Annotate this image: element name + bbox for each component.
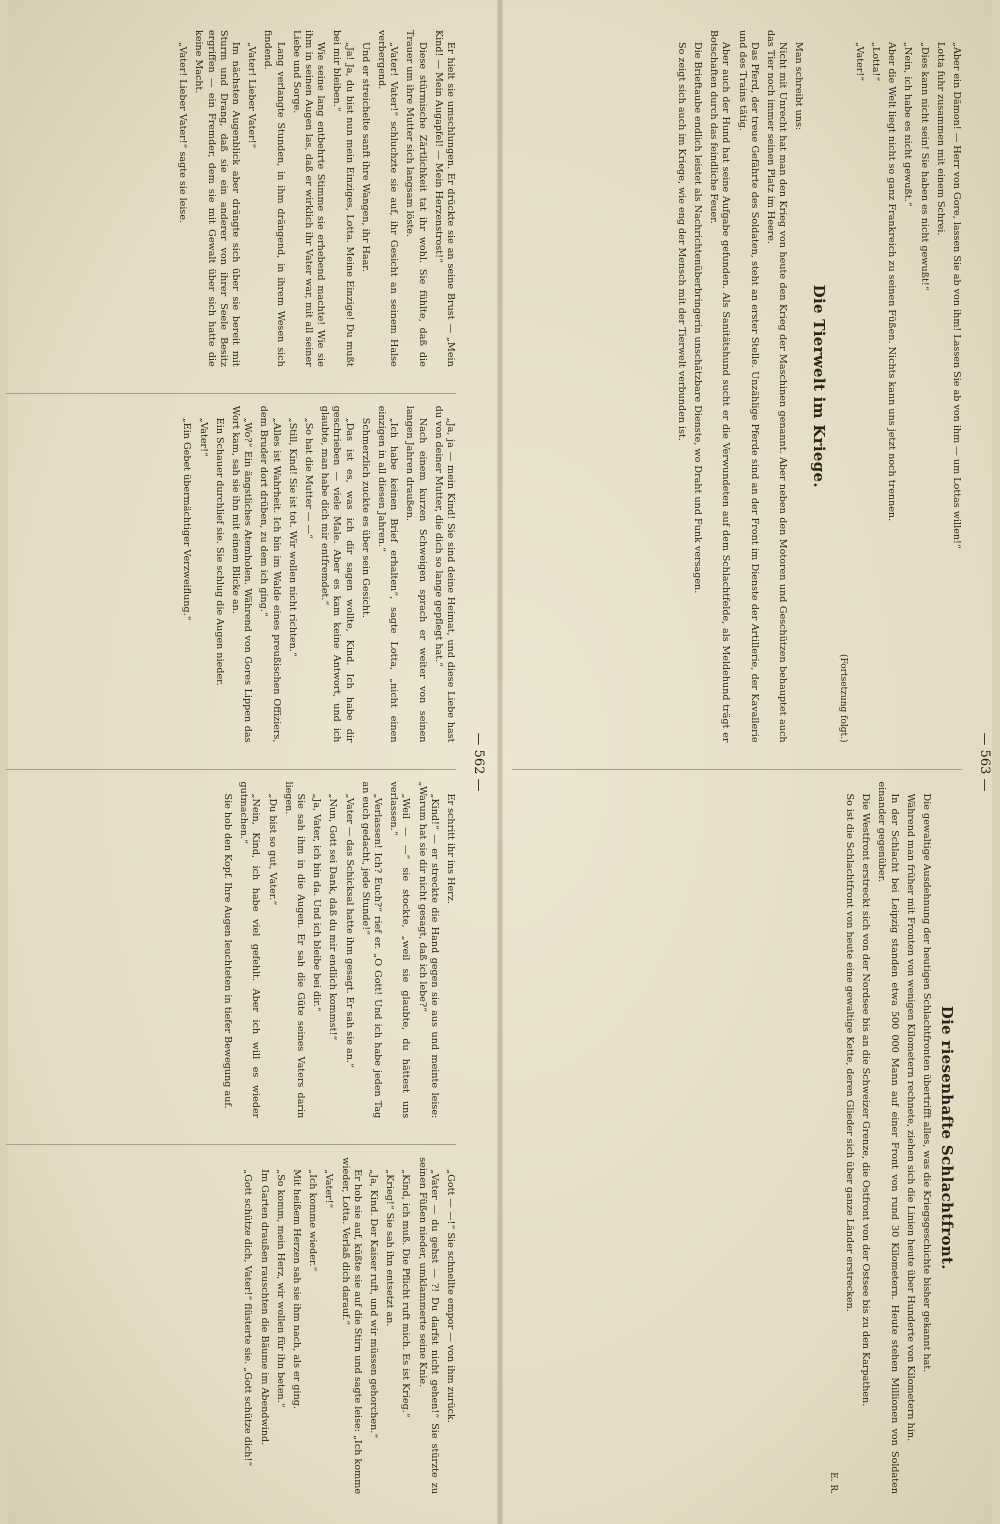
paragraph: Aber auch der Hund hat seine Aufgabe gefunden. Als Sanitätshund sucht er die Verwundeten auf dem Schlachtfelde, als Meldehund trägt er Botschaften durch das feindliche Feuer.	[708, 30, 732, 743]
right-page	[512, 30, 992, 1494]
paragraph: „Aber ein Dämon! — Herr von Gore, lassen Sie ab von ihm! Lassen Sie ab von ihm — um Lottas willen!“	[951, 42, 962, 549]
paragraph: „Nein, ich habe es nicht gewußt.“	[902, 42, 914, 207]
page-number: — 562 —	[471, 732, 486, 792]
paragraph: „Kind!“ — er streckte die Hand gegen sie aus und meinte leise: „Warum hat sie dir nicht gesagt, daß ich lebe?“	[416, 781, 440, 1119]
paragraph: Sie hob den Kopf. Ihre Augen leuchteten in tiefer Bewegung auf.	[221, 793, 233, 1109]
continued-note: (Fortsetzung folgt.)	[837, 654, 848, 743]
paragraph: Schmerzlich zuckte es über sein Gesicht.	[359, 417, 371, 619]
paragraph: „Ich komme wieder.“	[307, 1169, 319, 1272]
paragraph: „Weil — —“ sie stockte, „weil sie glaubte, du hättest uns verlassen.“	[388, 781, 412, 1119]
paragraph: Ein Schauer durchlief sie. Sie schlug die Augen nieder.	[213, 417, 225, 686]
paragraph: „Dies kann nicht sein! Sie haben es nicht gewußt!“	[918, 42, 930, 291]
paragraph: „Wo?“ Ein ängstliches Atemholen. Während von Gores Lippen das Wort kam, sah sie ihn mit einem Blicke an.	[229, 405, 254, 743]
paragraph: „So komm, mein Herz, wir wollen für ihn beten.“	[274, 1169, 286, 1408]
paragraph: In der Schlacht bei Leipzig standen etwa 500 000 Mann auf einer Front von rund 30 Kilometern. Heute stehen Millionen von Soldaten einander gegenüber.	[876, 781, 900, 1494]
paragraph: „Alles ist Wahrheit. Ich bin im Walde eines preußischen Offiziers, dem Bruder dort drüben, zu dem ich ging.“	[258, 405, 282, 743]
paragraph: Im nächsten Augenblick aber drängte sich über sie bereit mit Sturm und Drang, daß sie ein anderer von ihrer Seele Besitz ergriffen — ein Fremder, dem sie mit Gewalt über sich hatte die keine Macht.	[193, 30, 241, 367]
paragraph: Nach einem kurzen Schweigen sprach er weiter von seinen langen Jahren draußen.	[404, 405, 428, 743]
paragraph: „Ja, ja — mein Kind! Sie sind deine Heimat, und diese Liebe hast du von deiner Mutter, die dich so lange gepflegt hat.“	[432, 405, 456, 743]
column-2	[512, 769, 962, 1495]
paragraph: „Lotta!“	[869, 42, 881, 82]
paragraph: „Ein Gebet übermächtiger Verzweiflung.“	[181, 417, 193, 621]
paragraph: „So hat die Mutter — —“	[302, 417, 314, 540]
column-1	[512, 30, 962, 743]
paragraph: „Vater! Vater!“ schluchzte sie auf, ihr Gesicht an seinem Halse verbergend.	[375, 30, 400, 367]
paragraph: „Du bist so gut, Vater.“	[266, 793, 278, 906]
left-page-lower	[6, 30, 486, 1494]
paragraph: Im Garten draußen rauschten die Bäume im Abendwind.	[258, 1169, 270, 1446]
paragraph: Nicht mit Unrecht hat man den Krieg von heute den Krieg der Maschinen genannt. Aber neben den Motoren und Geschützen behauptet auch das Tier noch immer seinen Platz im Heere.	[764, 30, 789, 743]
paragraph: So ist die Schlachtfront von heute eine gewaltige Kette, deren Glieder sich über ganze Länder erstrecken.	[843, 793, 855, 1312]
paragraph: „Nein, Kind, ich habe viel gefehlt. Aber ich will es wieder gutmachen.“	[238, 781, 262, 1119]
paragraph: „Krieg!“ Sie sah ihn entsetzt an.	[384, 1169, 396, 1327]
paragraph: „Ja, Vater, ich bin da. Und ich bleibe bei dir.“	[311, 793, 323, 1012]
paragraph: Aber die Welt liegt nicht so ganz Frankreich zu seinen Füßen. Nichts kann uns jetzt noch trennen.	[886, 42, 898, 522]
paragraph: „Gott schütze dich, Vater!“ flüsterte sie. „Gott schütze dich!“	[242, 1169, 254, 1467]
paragraph: „Verlassen! Ich? Euch?“ rief er. „O Gott! Und ich habe jeden Tag an euch gedacht, jede Stunde!“	[359, 781, 383, 1119]
paragraph: „Vater! Lieber Vater!“	[246, 42, 258, 149]
article-title: Die riesenhafte Schlachtfront.	[938, 1005, 956, 1270]
paragraph: „Vater!“	[323, 1169, 335, 1209]
paragraph: „Gott — —!“ Sie schnellte empor — von ihm zurück.	[445, 1169, 456, 1423]
paragraph: „Ich habe keinen Brief erhalten“, sagte Lotta, „nicht einen einzigen in all diesen Jahren.“	[375, 405, 400, 743]
paragraph: So zeigt sich auch im Kriege, wie eng der Mensch mit der Tierwelt verbunden ist.	[675, 42, 687, 441]
paragraph: „Ja, Kind. Der Kaiser ruft, und wir müssen gehorchen.“	[367, 1169, 379, 1439]
paragraph: Mit heißem Herzen sah sie ihm nach, als er ging.	[290, 1169, 302, 1409]
paragraph: „Vater — du gehst — ?! Du darfst nicht gehen!“ Sie stürzte zu seinen Füßen nieder, umklammerte seine Knie.	[416, 1157, 440, 1494]
page-number: — 563 —	[977, 732, 992, 792]
paragraph: „Nun, Gott sei Dank, daß du mir endlich kommst!“	[327, 793, 339, 1041]
paragraph: „Kind, ich muß. Die Pflicht ruft mich. Es ist Krieg.“	[400, 1169, 412, 1418]
paragraph: Die Brieftaube endlich leistet als Nachrichtenüberbringerin unschätzbare Dienste, wo Draht und Funk versagen.	[691, 42, 703, 594]
paper-edge-right	[992, 0, 1000, 1524]
paragraph: Das Pferd, der treue Gefährte des Soldaten, steht an erster Stelle. Unzählige Pferde sind an der Front im Dienste der Artillerie, der Kavallerie und des Trains tätig.	[736, 30, 760, 743]
paragraph: Wie seine lang entbehrte Stimme sie erhebend machte! Wie sie ihm in seinen Augen las, daß er wirklich ihr Vater war, mit all seiner Liebe und Sorge.	[290, 30, 327, 367]
paragraph: Er hielt sie umschlungen. Er drückte sie an seine Brust — „Mein Kind! — Mein Augapfel! — Mein Herzenstrost!“	[432, 30, 456, 367]
paragraph: Sie sah ihm in die Augen. Er sah die Güte seines Vaters darin liegen.	[282, 781, 306, 1119]
paragraph: „Das ist es, was ich dir sagen wollte, Kind. Ich habe dir geschrieben — viele Male. Aber es kam keine Antwort, und ich glaubte, man habe dich mir entfremdet.“	[319, 405, 355, 743]
signature: E. R.	[827, 1472, 838, 1494]
paragraph: Lotta fuhr zusammen mit einem Schrei.	[934, 42, 946, 236]
article-title: Die Tierwelt im Kriege.	[810, 284, 829, 488]
paragraph: Lang verlangte Stunden, in ihm drängend, in ihrem Wesen sich findend.	[262, 30, 286, 367]
paragraph: „Vater — das Schicksal hatte ihm gesagt. Er sah sie an.“	[343, 793, 355, 1068]
paragraph: „Vater! Lieber Vater!“ sagte sie leise.	[177, 42, 189, 224]
paragraph: „Ja! Ja, du bist nun mein Einziges, Lotta. Meine Einzige! Du mußt bei mir bleiben.“	[331, 30, 355, 367]
paragraph: Er schritt ihr ins Herz.	[445, 793, 456, 904]
paragraph: „Vater!“	[853, 42, 865, 82]
paragraph: Während man früher mit Fronten von wenigen Kilometern rechnete, ziehen sich die Linien heute über Hunderte von Kilometern hin.	[904, 793, 916, 1442]
paragraph: Die gewaltige Ausdehnung der heutigen Schlachtfronten übertrifft alles, was die Kriegsgeschichte bisher gekannt hat.	[921, 793, 932, 1373]
page-fold	[497, 0, 503, 1524]
paragraph: „Vater!“	[197, 417, 209, 457]
paragraph: Die Westfront erstreckt sich von der Nordsee bis an die Schweizer Grenze, die Ostfront von der Ostsee bis zu den Karpathen.	[860, 793, 872, 1407]
paragraph: Man schreibt uns:	[793, 42, 805, 131]
paragraph: „Still, Kind! Sie ist tot. Wir wollen nicht richten.“	[286, 417, 298, 657]
paragraph: Und er streichelte sanft ihre Wangen, ihr Haar.	[359, 42, 371, 272]
paragraph: Er hob sie auf, küßte sie auf die Stirn und sagte leise: „Ich komme wieder, Lotta. Verlaß dich darauf.“	[339, 1157, 363, 1494]
paragraph: Diese stürmische Zärtlichkeit tat ihr wohl. Sie fühlte, daß die Trauer um ihre Mutter sich langsam löste.	[404, 30, 428, 367]
